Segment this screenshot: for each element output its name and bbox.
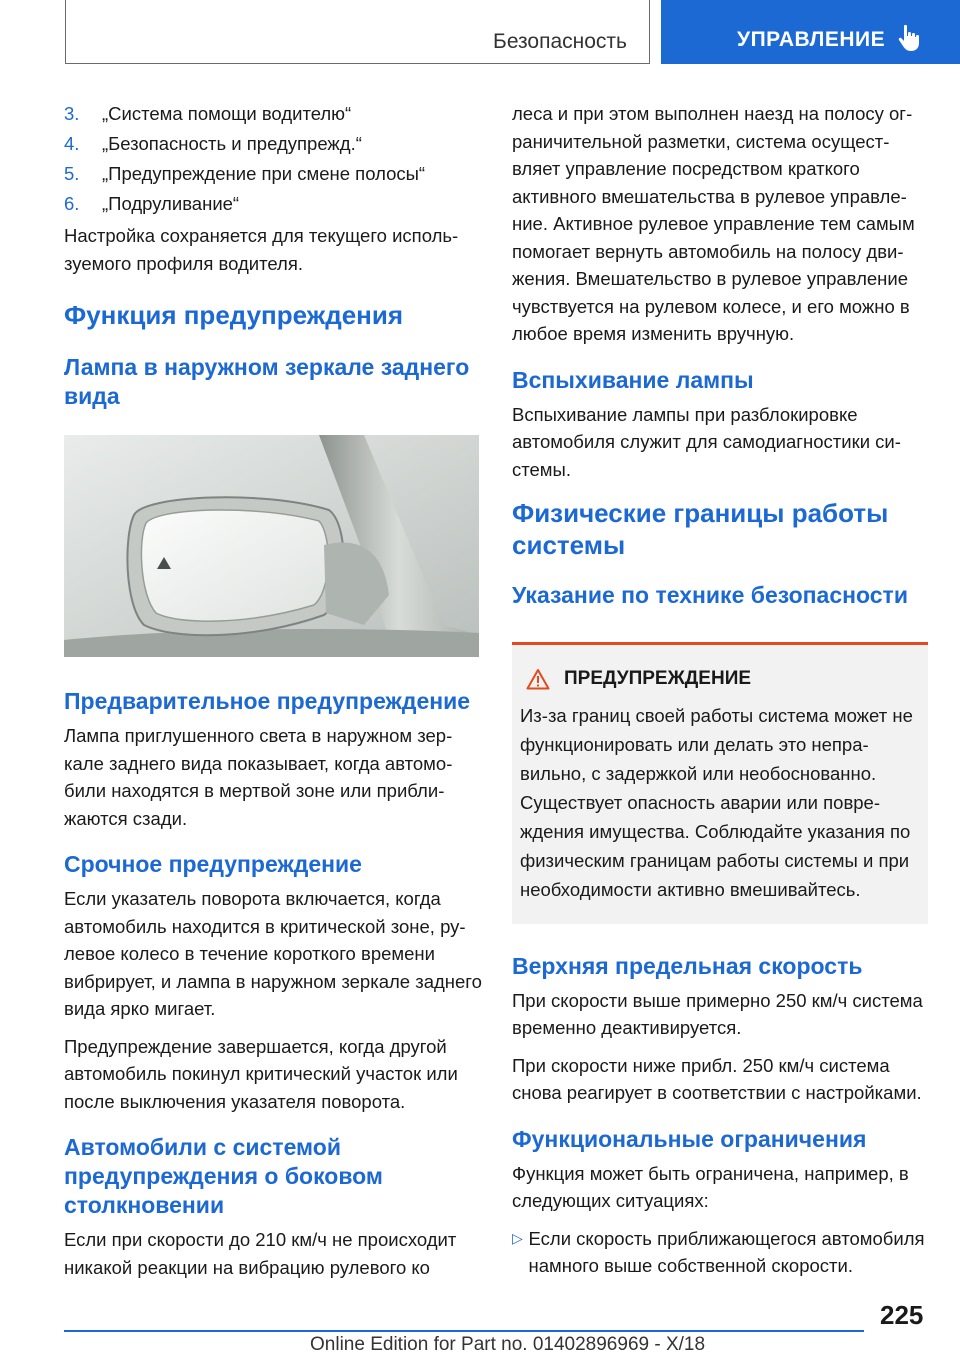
paragraph-urgent-1: Если указатель поворота включается, когда автомобиль находится в критической зоне, рулевое колесо в течение короткого времени вибрирует, и лампа в наружном зеркале заднего вида ярко мигает. — [64, 888, 482, 1019]
list-item: 3. „Система помощи водителю“ — [64, 103, 352, 124]
heading-pre-warning: Предварительное предупреждение — [64, 688, 471, 714]
list-item: 5. „Предупреждение при смене полосы“ — [64, 163, 426, 184]
warning-box — [512, 642, 928, 924]
header-chapter-box — [661, 0, 960, 64]
heading-speed: Верхняя предельная скорость — [512, 952, 863, 979]
mirror-illustration — [64, 435, 479, 657]
heading-func-limits: Функциональные ограничения — [512, 1125, 867, 1152]
warning-text: Из-за границ своей работы система может не функционировать или делать это неправильно, с задержкой или необоснованно. Существует опасность аварии или повреждения имущества. Соблюдайте указания по физическим границам работы системы и при необходимости активно вмешивайтесь. — [520, 704, 913, 900]
heading-flash: Вспыхивание лампы — [512, 366, 754, 393]
heading-urgent-warning: Срочное предупреждение — [64, 851, 362, 877]
footer-divider — [64, 1330, 864, 1332]
paragraph-flash: Вспыхивание лампы при разблокировке автомобиля служит для самодиагностики системы. — [512, 403, 901, 480]
paragraph-continue: леса и при этом выполнен наезд на полосу ограничительной разметки, система осуществляет управление посредством краткого активного вмешательства в рулевое управление. Активное рулевое управление тем самым помогает вернуть автомобиль на полосу движения. Вмешательство в рулевое управление чувствуется на рулевом колесе, и его можно в любое время изменить вручную. — [512, 103, 915, 344]
warning-title: ПРЕДУПРЕЖДЕНИЕ — [564, 668, 752, 689]
heading-safety: Указание по технике безопасности — [512, 582, 908, 608]
paragraph-speed-2: При скорости ниже прибл. 250 км/ч система снова реагирует в соответствии с настройками. — [512, 1054, 922, 1103]
page-number: 225 — [880, 1300, 924, 1330]
warning-title-row — [520, 665, 920, 693]
warning-triangle-icon — [526, 668, 550, 690]
list-item: 6. „Подруливание“ — [64, 193, 240, 214]
paragraph-settings: Настройка сохраняется для текущего используемого профиля водителя. — [64, 225, 459, 274]
paragraph-speed-1: При скорости выше примерно 250 км/ч система временно деактивируется. — [512, 989, 923, 1038]
heading-side-collision: Автомобили с системой предупреждения о боковом столкновении — [64, 1134, 383, 1218]
left-column — [64, 100, 482, 1291]
numbered-list — [64, 100, 482, 220]
paragraph-urgent-2: Предупреждение завершается, когда другой автомобиль покинул критический участок или после выключения указателя поворота. — [64, 1035, 458, 1112]
header-section-box — [65, 0, 650, 64]
list-item: 4. „Безопасность и предупрежд.“ — [64, 133, 362, 154]
paragraph-side-collision: Если при скорости до 210 км/ч не происходит никакой реакции на вибрацию рулевого ко — [64, 1229, 457, 1278]
footer-edition: Online Edition for Part no. 01402896969 - X/18 — [310, 1334, 706, 1355]
heading-limits: Физические границы работы системы — [512, 498, 889, 560]
bullet-triangle-icon: ▷ — [512, 1229, 523, 1246]
heading-warning-function: Функция предупреждения — [64, 300, 404, 330]
paragraph-func-limits: Функция может быть ограничена, например, в следующих ситуациях: — [512, 1162, 909, 1211]
header-chapter-title: УПРАВЛЕНИЕ — [737, 28, 886, 51]
heading-mirror-lamp: Лампа в наружном зеркале заднего вида — [64, 354, 470, 409]
paragraph-pre-warning: Лампа приглушенного света в наружном зеркале заднего вида показывает, когда автомобили находятся в мертвой зоне или приближаются сзади. — [64, 725, 453, 829]
list-item: ▷ Если скорость приближающегося автомобиля намного выше собственной скорости. — [512, 1225, 928, 1280]
pointing-hand-icon — [897, 24, 923, 52]
right-column — [512, 100, 928, 1280]
header-section-title: Безопасность — [493, 30, 627, 53]
